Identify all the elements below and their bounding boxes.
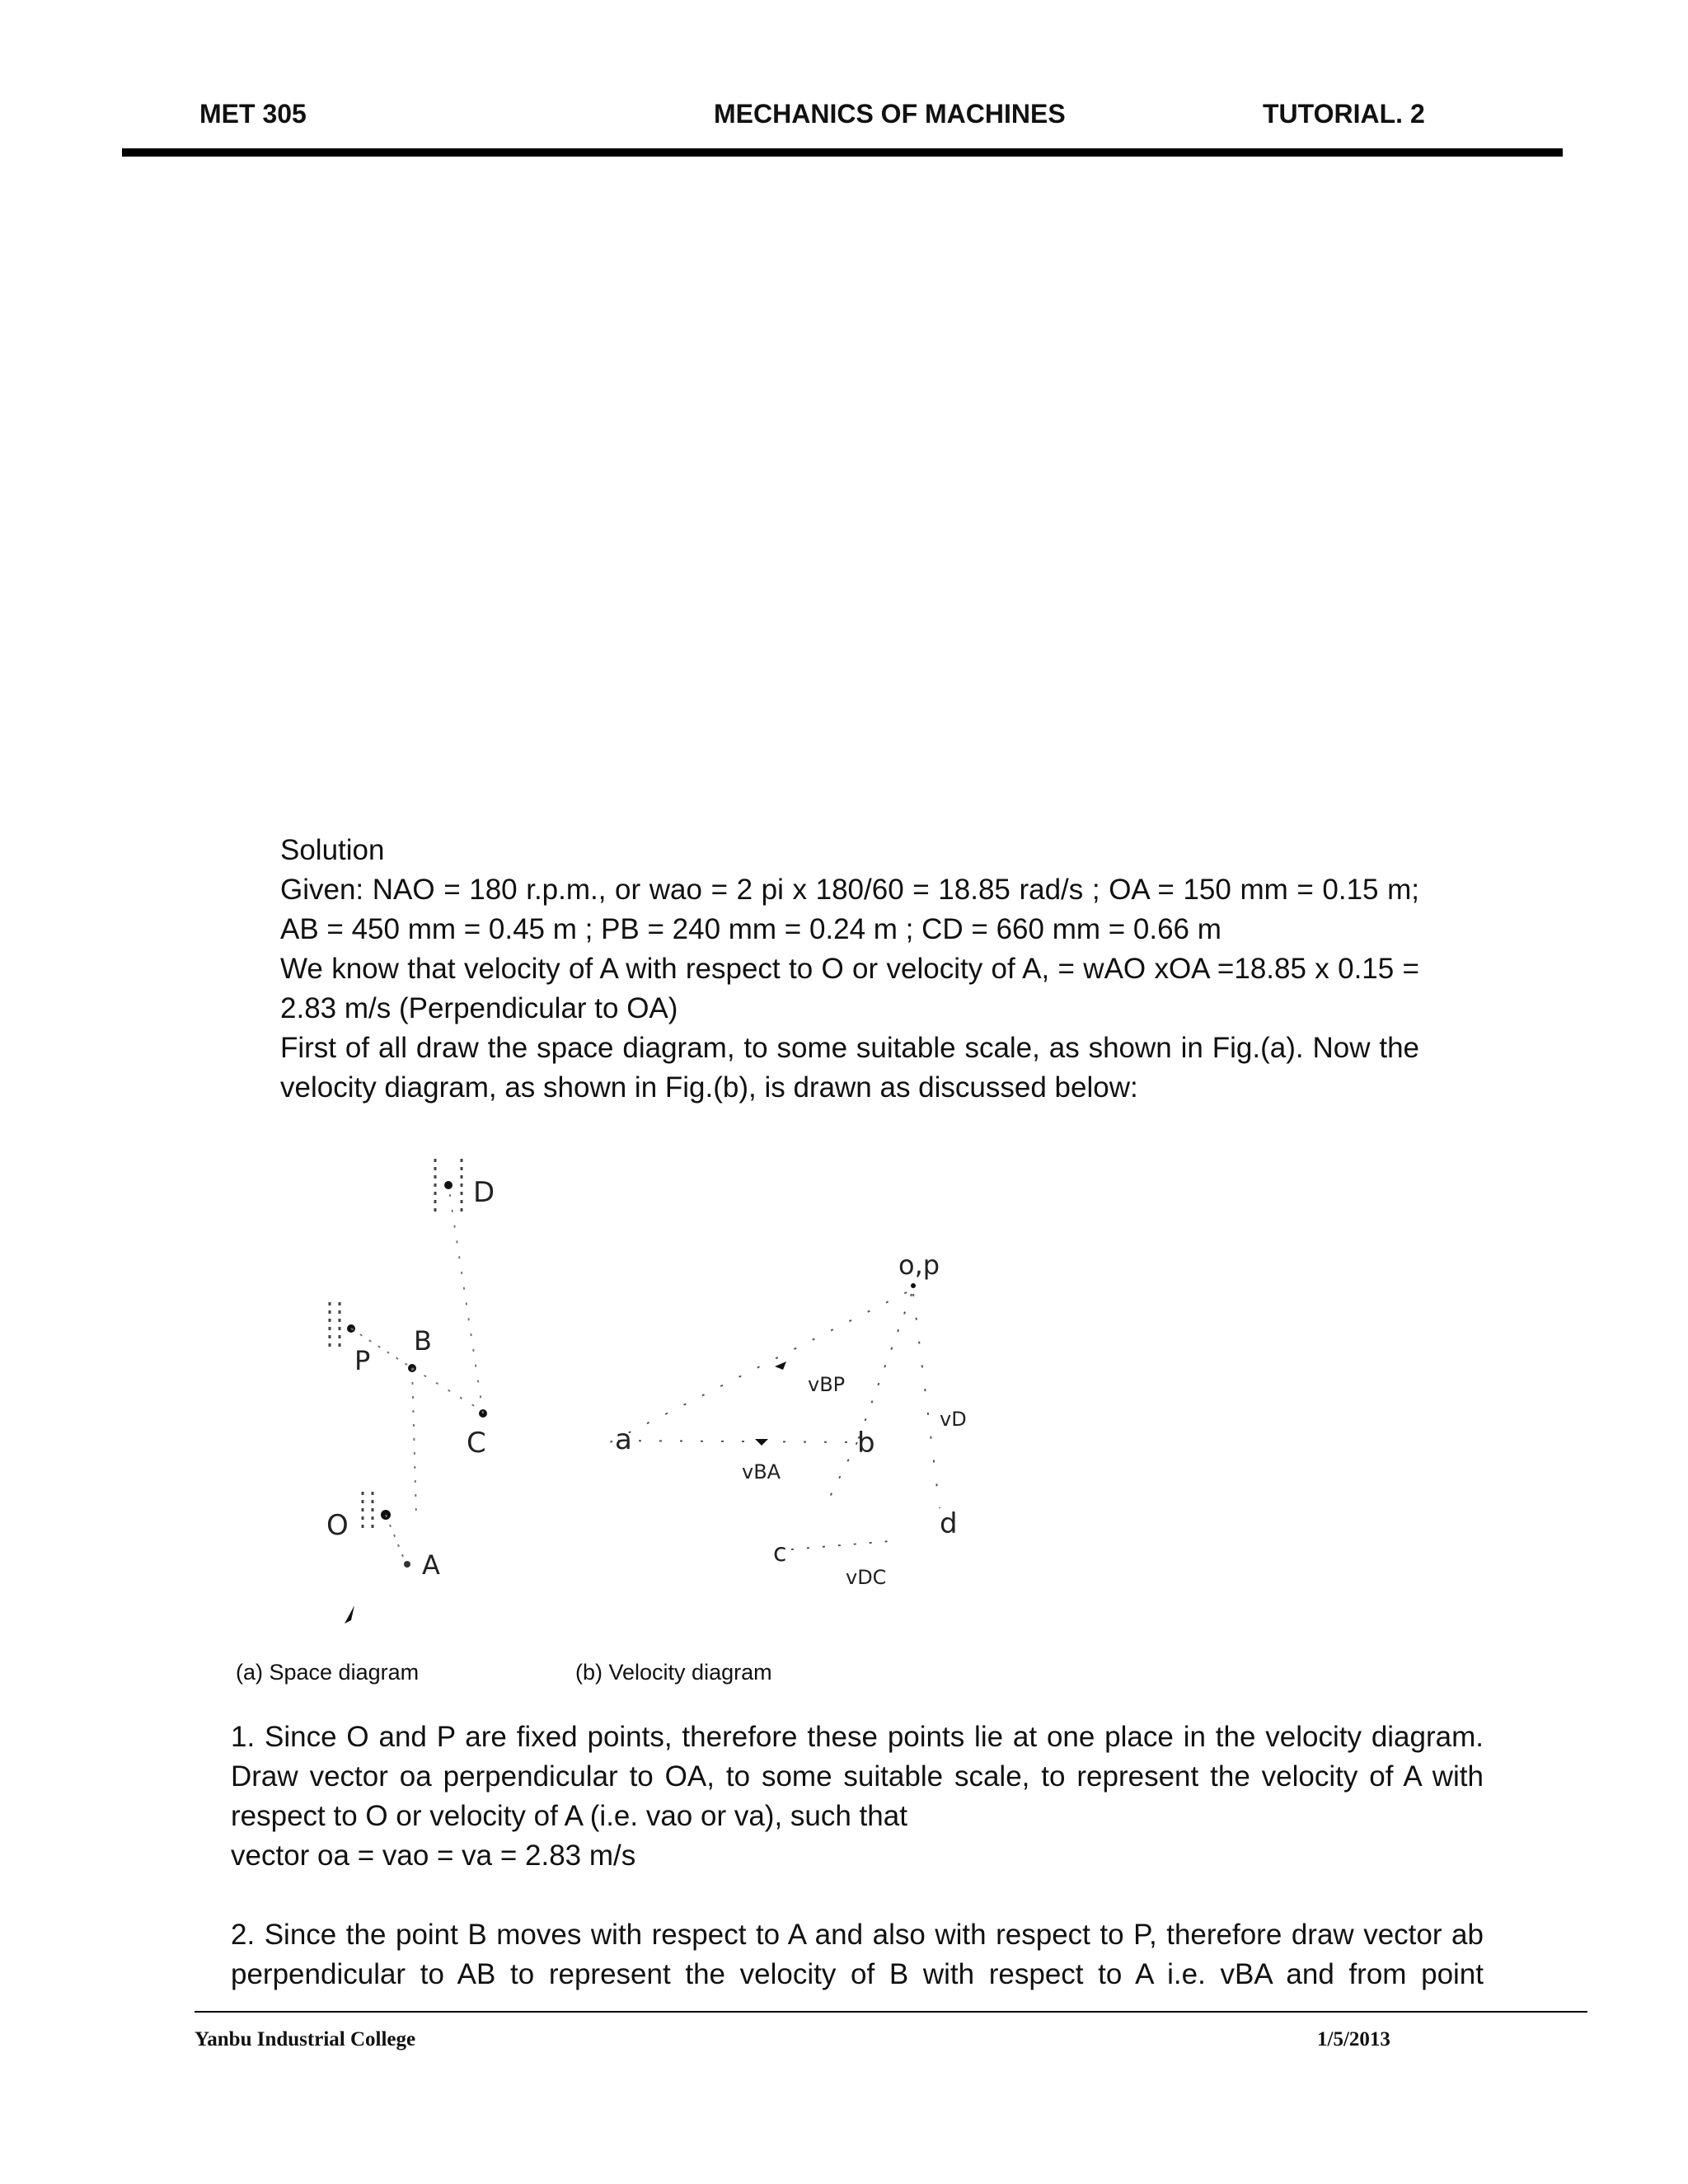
label-vdc: vDC bbox=[846, 1566, 887, 1589]
arrow-vba-icon bbox=[755, 1439, 768, 1446]
label-d-vel: d bbox=[940, 1507, 958, 1540]
vector-cd bbox=[791, 1541, 890, 1549]
vector-bc bbox=[824, 1442, 857, 1508]
header-rule bbox=[122, 148, 1563, 157]
label-c-vel: c bbox=[773, 1539, 787, 1568]
mechanism-figure bbox=[297, 1146, 1022, 1640]
crank-oa bbox=[386, 1515, 406, 1563]
paragraph-gap bbox=[231, 1876, 1484, 1915]
caption-space-diagram: (a) Space diagram bbox=[236, 1660, 420, 1685]
vector-ob bbox=[857, 1294, 912, 1442]
footer-rule bbox=[195, 2011, 1587, 2013]
solution-section bbox=[280, 831, 1419, 1108]
link-cd bbox=[448, 1185, 483, 1413]
step-2-paragraph: 2. Since the point B moves with respect to A and also with respect to P, therefore draw vector ab perpendicular to AB to represent the velocity of B with respect to A i.e. vBA and from point bbox=[231, 1919, 1484, 1990]
label-o: O bbox=[326, 1509, 349, 1542]
label-a: A bbox=[422, 1549, 440, 1581]
course-code: MET 305 bbox=[199, 99, 307, 129]
given-paragraph: Given: NAO = 180 r.p.m., or wao = 2 pi x 180/60 = 18.85 rad/s ; OA = 150 mm = 0.15 m; AB = 450 mm = 0.45 m ; PB = 240 mm = 0.24 m ; CD = 660 mm = 0.66 m bbox=[280, 874, 1419, 945]
vector-oa bbox=[610, 1292, 907, 1442]
joint-a bbox=[404, 1561, 410, 1568]
velocity-a-paragraph: We know that velocity of A with respect to O or velocity of A, = wAO xOA =18.85 x 0.15 = 2.83 m/s (Perpendicular to OA) bbox=[280, 953, 1419, 1024]
label-b: B bbox=[414, 1325, 432, 1357]
point-op bbox=[911, 1283, 916, 1288]
label-vd: vD bbox=[940, 1408, 967, 1431]
document-title: MECHANICS OF MACHINES bbox=[714, 99, 1066, 129]
vector-ab bbox=[618, 1441, 857, 1442]
label-c: C bbox=[467, 1427, 486, 1460]
intro-paragraph: First of all draw the space diagram, to some suitable scale, as shown in Fig.(a). Now the velocity diagram, as shown in Fig.(b), is drawn as discussed below: bbox=[280, 1032, 1419, 1104]
ground-o bbox=[363, 1492, 373, 1533]
steps-section bbox=[231, 1718, 1484, 2034]
ground-p bbox=[330, 1302, 340, 1352]
label-op: o,p bbox=[898, 1249, 940, 1281]
footer-institution: Yanbu Industrial College bbox=[195, 2028, 416, 2050]
caption-velocity-diagram: (b) Velocity diagram bbox=[575, 1660, 772, 1685]
tutorial-number: TUTORIAL. 2 bbox=[1263, 99, 1425, 129]
label-p: P bbox=[354, 1345, 371, 1376]
link-ab bbox=[412, 1368, 416, 1516]
step-1-paragraph: 1. Since O and P are fixed points, therefore these points lie at one place in the velocity diagram. Draw vector oa perpendicular to OA, to some suitable scale, to represent the velocity of A with respect to O or velocity of A (i.e. vao or va), such that bbox=[231, 1721, 1484, 1832]
label-vbp: vBP bbox=[808, 1373, 846, 1396]
vector-od bbox=[913, 1294, 940, 1508]
velocity-diagram bbox=[610, 1249, 967, 1589]
footer-date: 1/5/2013 bbox=[1317, 2028, 1390, 2050]
label-a-vel: a bbox=[615, 1423, 632, 1456]
arrow-vbp-icon bbox=[775, 1361, 786, 1370]
link-bc bbox=[412, 1368, 480, 1409]
label-vba: vBA bbox=[742, 1460, 781, 1483]
rotation-arrow-icon bbox=[345, 1605, 354, 1624]
label-b-vel: b bbox=[857, 1427, 875, 1460]
label-d: D bbox=[473, 1176, 495, 1209]
step-1-equation: vector oa = vao = va = 2.83 m/s bbox=[231, 1840, 636, 1872]
solution-heading: Solution bbox=[280, 834, 385, 866]
space-diagram bbox=[326, 1159, 495, 1624]
